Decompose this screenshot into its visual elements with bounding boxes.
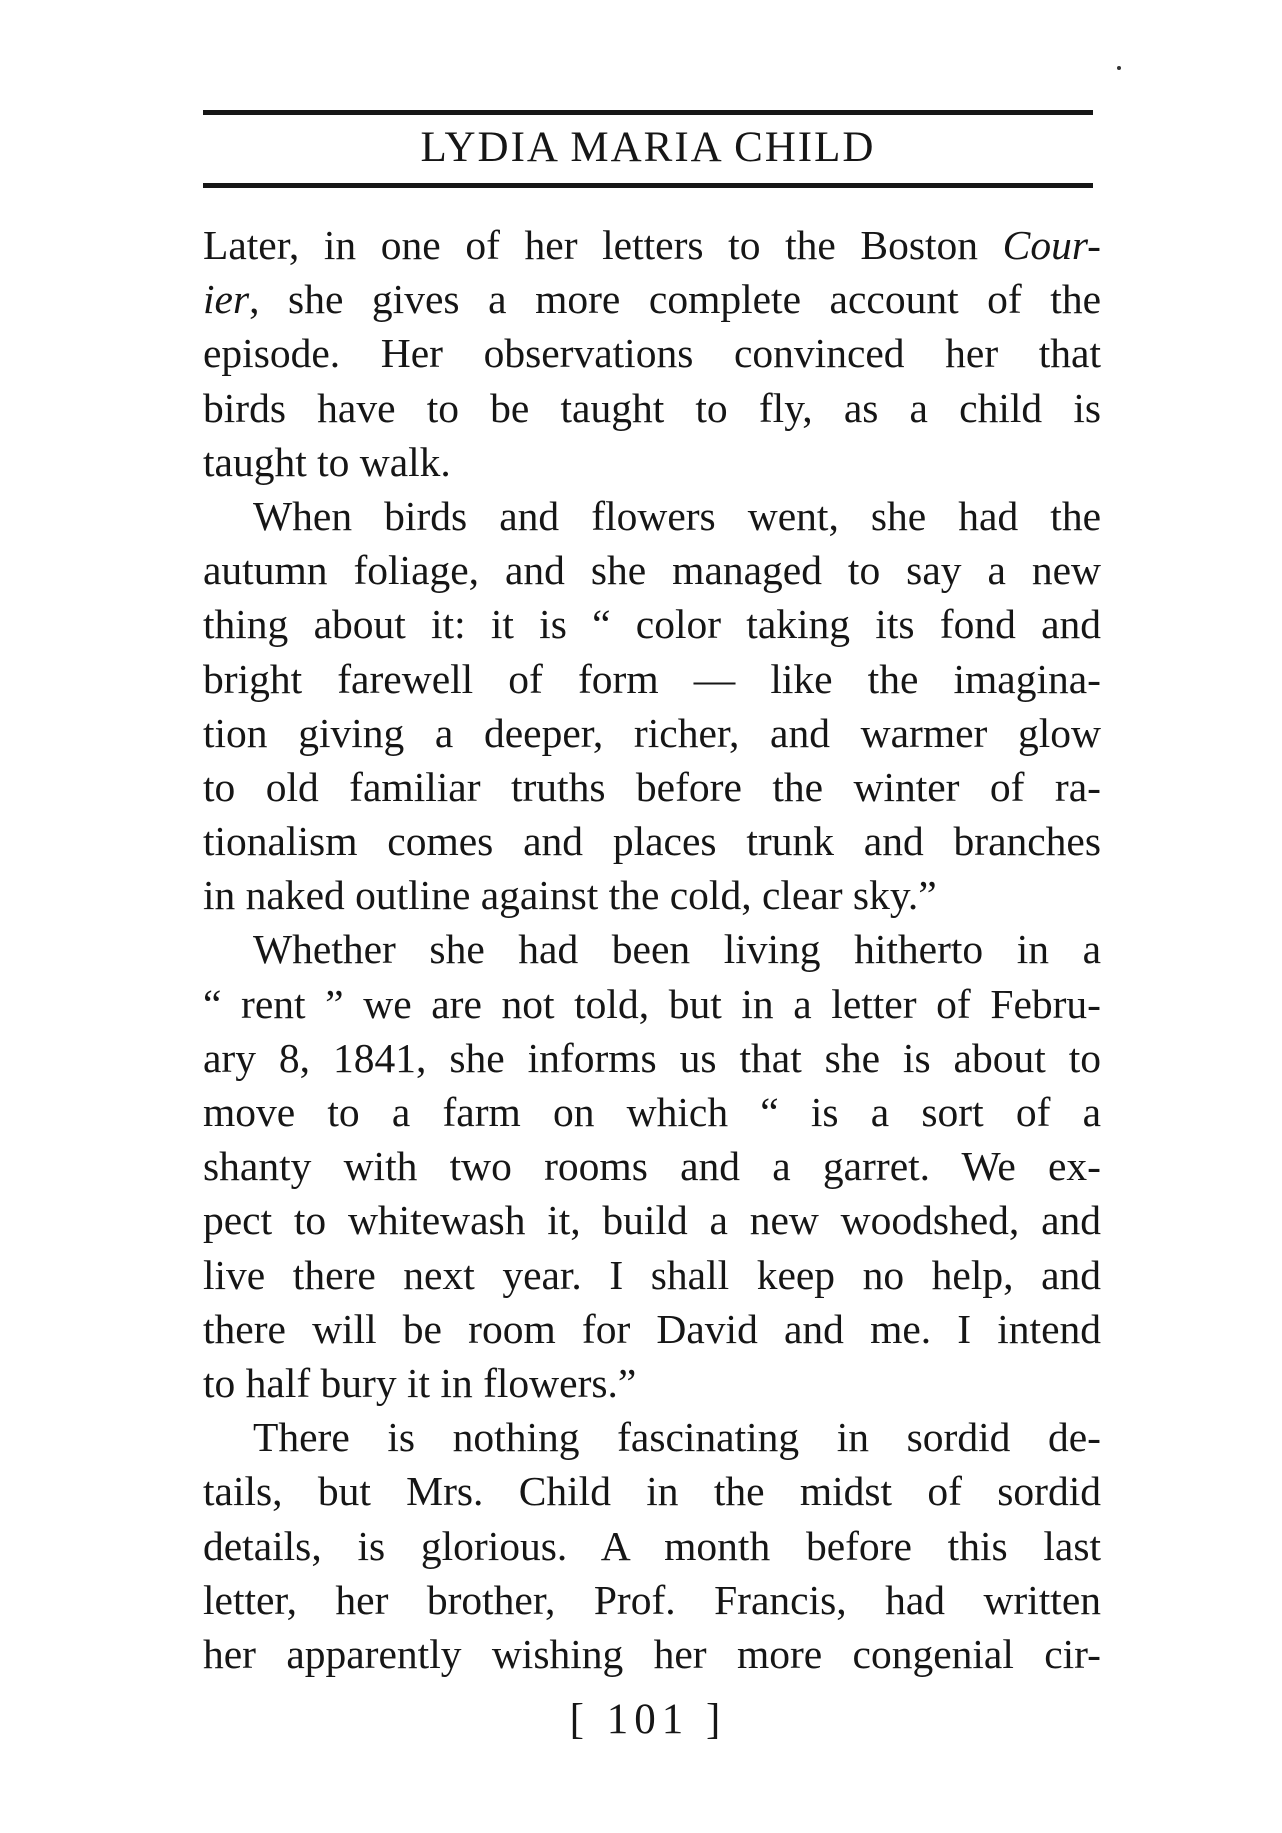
text-line: to old familiar truths before the winter of ra- [203, 763, 1101, 810]
body-text [203, 218, 1101, 1681]
paragraph [203, 922, 1101, 1410]
text-line: move to a farm on which “ is a sort of a [203, 1089, 1101, 1135]
text-line: shanty with two rooms and a garret. We ex- [203, 1143, 1101, 1190]
text-line: pect to whitewash it, build a new woodshed, and [203, 1197, 1101, 1244]
text-line: live there next year. I shall keep no help, and [203, 1251, 1101, 1298]
text-line: to half bury it in flowers.” [203, 1359, 637, 1406]
text-line: bright farewell of form — like the imagina- [203, 655, 1101, 702]
text-line: Later, in one of her letters to the Boston Cour- [203, 222, 1101, 268]
paragraph [203, 489, 1101, 923]
text-line: episode. Her observations convinced her that [203, 330, 1101, 377]
header-rule-top [203, 110, 1093, 115]
text-line: birds have to be taught to fly, as a child is [203, 384, 1101, 431]
paragraph [203, 218, 1101, 489]
text-line: thing about it: it is “ color taking its fond and [203, 601, 1101, 648]
text-line: taught to walk. [203, 438, 451, 485]
text-line: details, is glorious. A month before this last [203, 1522, 1101, 1569]
text-line: “ rent ” we are not told, but in a letter of Febru- [203, 980, 1101, 1027]
paragraph [203, 1410, 1101, 1681]
text-line: tion giving a deeper, richer, and warmer glow [203, 709, 1101, 756]
page-number: [ 101 ] [569, 1696, 727, 1743]
header-rule-bottom [203, 183, 1093, 188]
text-line: There is nothing fascinating in sordid de- [253, 1414, 1101, 1461]
print-speck [1117, 66, 1121, 70]
text-line: in naked outline against the cold, clear sky.” [203, 872, 937, 919]
running-title: LYDIA MARIA CHILD [420, 124, 876, 171]
text-line: tails, but Mrs. Child in the midst of sordid [203, 1468, 1101, 1515]
text-line: letter, her brother, Prof. Francis, had written [203, 1576, 1101, 1623]
text-line: When birds and flowers went, she had the [253, 492, 1101, 539]
text-line: ary 8, 1841, she informs us that she is about to [203, 1034, 1101, 1081]
text-line: ier, she gives a more complete account of the [203, 276, 1101, 323]
text-line: autumn foliage, and she managed to say a new [203, 547, 1101, 594]
text-line: there will be room for David and me. I intend [203, 1305, 1101, 1352]
text-line: Whether she had been living hitherto in a [253, 926, 1101, 973]
text-line: her apparently wishing her more congenial cir- [203, 1630, 1101, 1677]
text-line: tionalism comes and places trunk and branches [203, 818, 1101, 865]
